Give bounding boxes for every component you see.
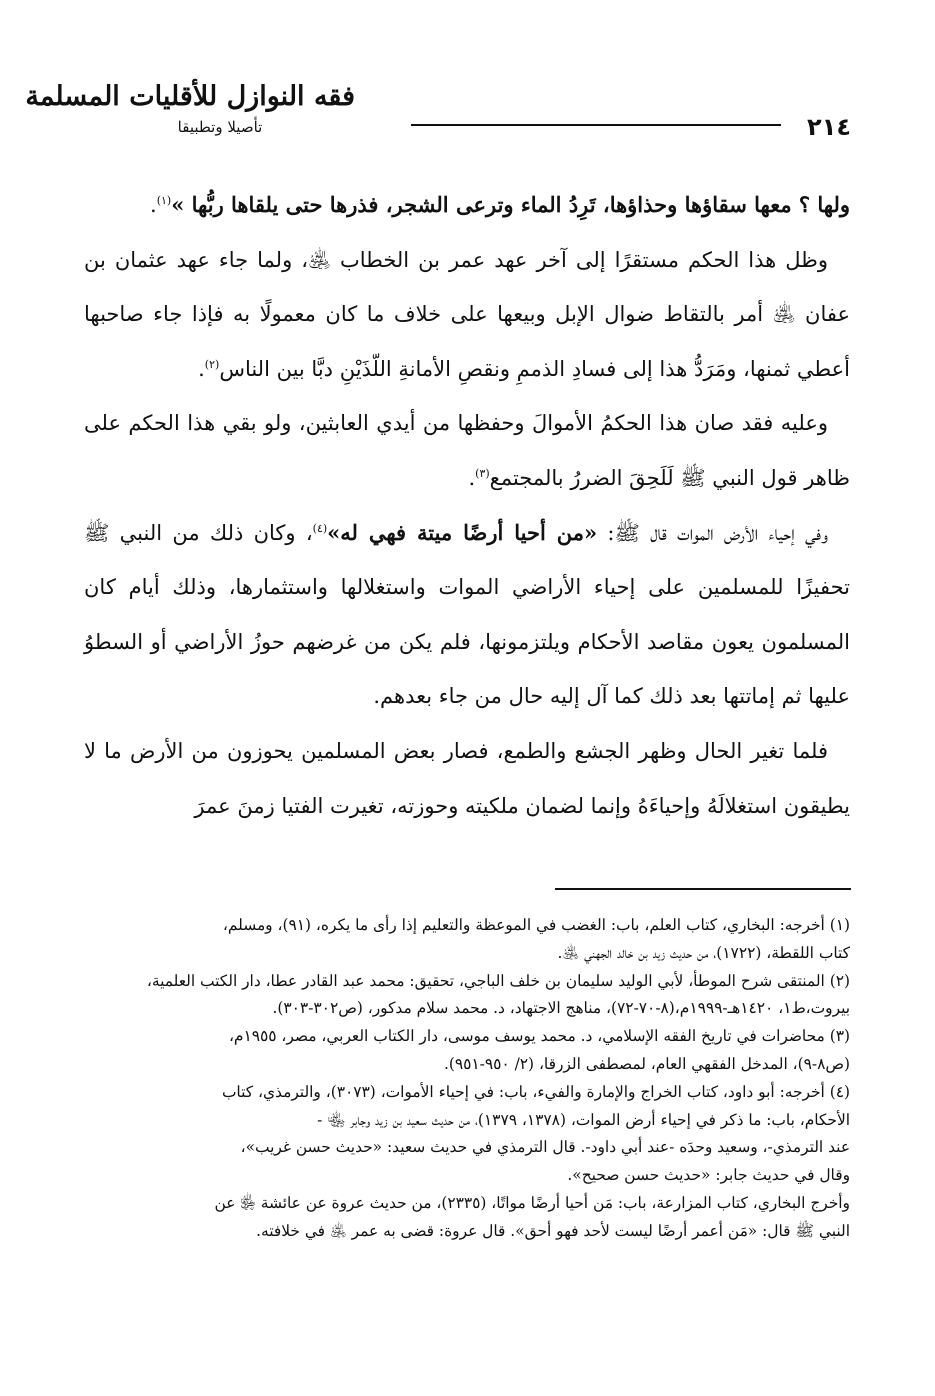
page-header (25, 72, 851, 152)
hadith-quote: «من أحيا أرضًا ميتة فهي له» (327, 519, 598, 545)
footnote-1 (84, 912, 850, 968)
footnote-separator (555, 888, 851, 890)
text-segment: وعليه فقد صان هذا الحكمُ الأموالَ وحفظها من أيدي العابثين، ولو بقي هذا الحكم على ظاهر قول النبي ﷺ لَلَحِقَ الضررُ بالمجتمع (84, 411, 850, 490)
paragraph (84, 724, 850, 833)
paragraph (84, 506, 850, 724)
book-subtitle: تأصيلا وتطبيقا (177, 118, 263, 136)
footnote-line: وقال في حديث جابر: «حديث حسن صحيح». (567, 1166, 850, 1185)
footnote-line: وأخرج البخاري، كتاب المزارعة، باب: مَن أحيا أرضًا مواتًا، (٢٣٣٥)، من حديث عروة عن عائشة ﵂ عن (214, 1193, 850, 1212)
footnote-4-continued (84, 1190, 850, 1246)
footnote-line: بيروت،ط١، ١٤٢٠هـ-١٩٩٩م،(٨-٧٠-٧٢)، مناهج الاجتهاد، د. محمد سلام مدكور، (ص٣٠٢-٣٠٣). (272, 999, 850, 1018)
book-title-logo (25, 78, 355, 138)
footnote-line: (٣) محاضرات في تاريخ الفقه الإسلامي، د. محمد يوسف موسى، دار الكتاب العربي، مصر، ١٩٥٥م، (228, 1027, 850, 1046)
paragraph (84, 233, 850, 397)
text-segment: ، وكان ذلك من النبي ﷺ تحفيزًا للمسلمين على إحياء الأراضي الموات واستغلالها واستثمارها، وذلك أيام كان المسلمون يعون مقاصد الأحكام ويلتزمونها، فلم يكن من غرضهم حوزُ الأراضي أو السطوُ عليها ثم إماتتها بعد ذلك كما آل إليه حال من جاء بعدهم. (84, 520, 850, 709)
footnote-line: كتاب اللقطة، (١٧٢٢)، من حديث زيد بن خالد الجهني ﵁. (557, 943, 850, 962)
footnotes (84, 912, 850, 1246)
text-segment: . (468, 465, 476, 490)
footnote-ref[interactable]: (٢) (204, 357, 220, 371)
text-segment: وظل هذا الحكم مستقرًا إلى آخر عهد عمر بن الخطاب ﵁، ولما جاء عهد عثمان بن عفان ﵁ أمر بالتقاط ضوال الإبل وبيعها على خلاف ما كان معمولًا به فإذا جاء صاحبها أعطي ثمنها، ومَرَدُّ هذا إلى فسادِ الذممِ ونقصِ الأمانةِ اللّذَيْنِ دبَّا بين الناس (84, 247, 850, 381)
footnote-4 (84, 1079, 850, 1190)
text-segment: ولها ؟ معها سقاؤها وحذاؤها، تَرِدُ الماء وترعى الشجر، فذرها حتى يلقاها ربُّها » (171, 192, 850, 217)
text-segment: وفي إحياء الأرض الموات قال ﷺ: (597, 520, 828, 545)
text-segment: . (150, 193, 157, 217)
footnote-line: (ص٨-٩)، المدخل الفقهي العام، لمصطفى الزرقا، (٢/ ٩٥٠-٩٥١). (443, 1054, 850, 1073)
main-text (84, 178, 850, 833)
text-segment: . (198, 356, 205, 381)
footnote-3 (84, 1023, 850, 1079)
footnote-2 (84, 968, 850, 1024)
footnote-ref[interactable]: (٤) (312, 521, 328, 535)
paragraph (84, 178, 850, 233)
footnote-line: (١) أخرجه: البخاري، كتاب العلم، باب: الغضب في الموعظة والتعليم إذا رأى ما يكره، (٩١)، ومسلم، (222, 916, 850, 934)
footnote-line: عند الترمذي-، وسعيد وحدَه -عند أبي داود-. قال الترمذي في حديث سعيد: «حديث حسن غريب»، (240, 1138, 850, 1157)
footnote-line: الأحكام، باب: ما ذكر في إحياء أرض الموات، (١٣٧٨، ١٣٧٩)، من حديث سعيد بن زيد وجابر ﵄ - (317, 1110, 850, 1129)
footnote-ref[interactable]: (٣) (475, 466, 490, 480)
header-rule (411, 124, 781, 126)
footnote-line: (٤) أخرجه: أبو داود، كتاب الخراج والإمارة والفيء، باب: في إحياء الأموات، (٣٠٧٣)، والترمذي، كتاب (221, 1082, 850, 1101)
paragraph (84, 396, 850, 505)
page-number: ٢١٤ (807, 113, 851, 141)
footnote-ref[interactable]: (١) (156, 194, 172, 207)
footnote-line: (٢) المنتقى شرح الموطأ، لأبي الوليد سليمان بن خلف الباجي، تحقيق: محمد عبد القادر عطا، دار الكتب العلمية، (146, 971, 850, 990)
text-segment: فلما تغير الحال وظهر الجشع والطمع، فصار بعض المسلمين يحوزون من الأرض ما لا يطيقون استغلالَهُ وإحياءَهُ وإنما لضمان ملكيته وحوزته، تغيرت الفتيا زمنَ عمرَ (84, 738, 850, 818)
footnote-line: النبي ﷺ قال: «مَن أعمر أرضًا ليست لأحد فهو أحق». قال عروة: قضى به عمر ﵁ في خلافته. (256, 1221, 850, 1240)
book-title: فقه النوازل للأقليات المسلمة (25, 81, 355, 112)
